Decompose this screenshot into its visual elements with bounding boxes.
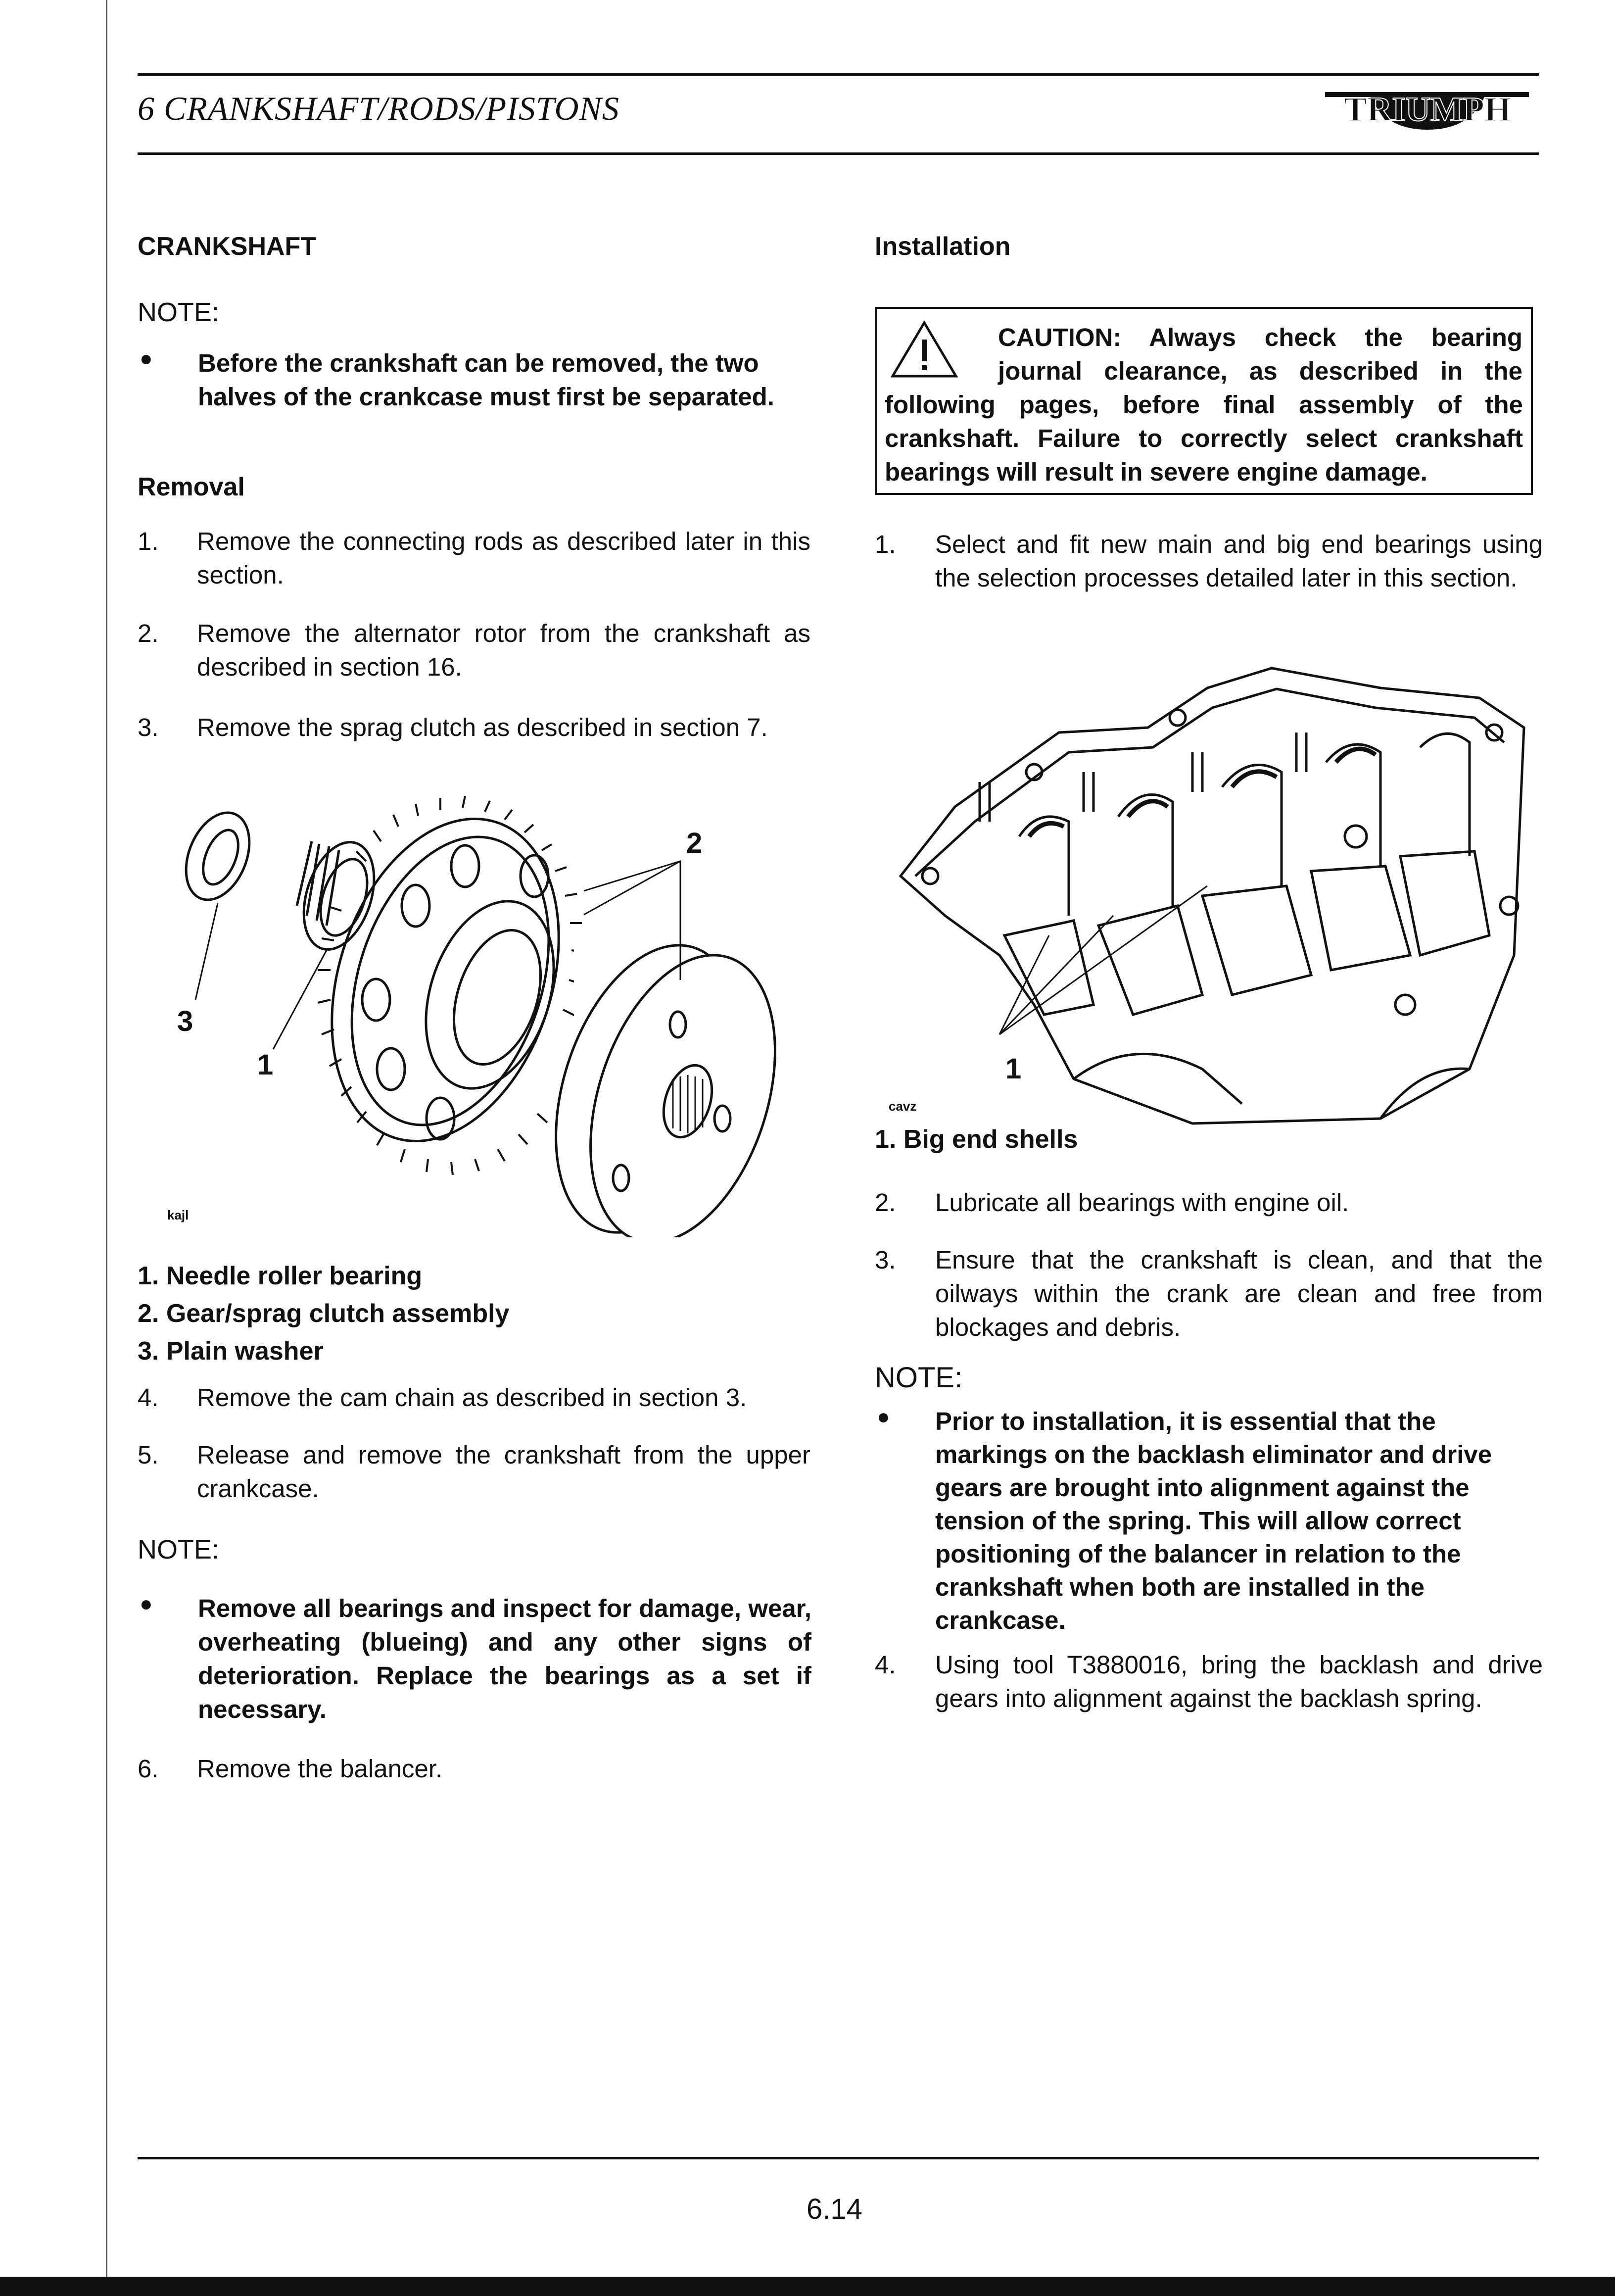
installation-heading: Installation	[875, 232, 1011, 261]
note-text: Remove all bearings and inspect for damage, wear, overheating (blueing) and any other signs of deterioration. Replace the bearings as a set if necessary.	[198, 1594, 811, 1723]
step-number: 4.	[138, 1383, 159, 1412]
page-number: 6.14	[807, 2193, 862, 2225]
header-top-rule	[138, 73, 1539, 76]
svg-text:TRIUMPH: TRIUMPH	[1343, 91, 1512, 129]
section-heading: CRANKSHAFT	[138, 232, 317, 261]
caution-box	[875, 307, 1533, 495]
bullet-icon: ●	[140, 1592, 153, 1616]
callout-2: 2	[686, 827, 703, 859]
step-text: Lubricate all bearings with engine oil.	[935, 1188, 1349, 1217]
caution-line-2: journal clearance, as described in the	[998, 357, 1522, 385]
header-bottom-rule	[138, 152, 1539, 155]
sprag-clutch-figure	[148, 792, 821, 1237]
step-text: Remove the alternator rotor from the crankshaft as described in section 16.	[197, 619, 810, 681]
crankcase-figure	[886, 658, 1544, 1128]
note-label: NOTE:	[138, 297, 220, 327]
step-number: 1.	[138, 527, 159, 555]
figure-caption: 1. Big end shells	[875, 1125, 1078, 1154]
step-text: Using tool T3880016, bring the backlash and drive gears into alignment against the backlash spring.	[935, 1651, 1543, 1712]
step-text: Remove the connecting rods as described later in this section.	[197, 527, 810, 589]
step-text: Ensure that the crankshaft is clean, and that the oilways within the crank are clean and free from blockages and debris.	[935, 1246, 1543, 1341]
step-text: Release and remove the crankshaft from the upper crankcase.	[197, 1441, 810, 1503]
note-text: Prior to installation, it is essential that the markings on the backlash eliminator and drive gears are brought into alignment against the tension of the spring. This will allow correct positioning of the balancer in relation to the crankshaft when both are installed in the crankcase.	[935, 1407, 1492, 1634]
note-label: NOTE:	[138, 1535, 220, 1564]
callout-3: 3	[177, 1005, 193, 1037]
step-text: Remove the cam chain as described in section 3.	[197, 1383, 747, 1412]
left-binding-line	[106, 0, 107, 2296]
step-number: 2.	[138, 619, 159, 647]
caution-line-5: bearings will result in severe engine damage.	[885, 458, 1427, 486]
caution-line-1: CAUTION: Always check the bearing	[998, 323, 1522, 351]
note-label: NOTE:	[875, 1362, 963, 1394]
step-text: Remove the sprag clutch as described in section 7.	[197, 713, 768, 741]
figure-caption-1: 1. Needle roller bearing	[138, 1262, 423, 1290]
footer-rule	[138, 2157, 1539, 2159]
bottom-border	[0, 2277, 1615, 2296]
warning-triangle-icon	[890, 320, 959, 379]
step-text: Select and fit new main and big end bearings using the selection processes detailed later in this section.	[935, 530, 1543, 592]
callout-1: 1	[257, 1049, 274, 1081]
triumph-logo	[1321, 82, 1534, 134]
figure-code: cavz	[889, 1099, 917, 1114]
callout-1: 1	[1005, 1053, 1022, 1085]
page-title: 6 CRANKSHAFT/RODS/PISTONS	[138, 90, 619, 127]
note-text: Before the crankshaft can be removed, the two halves of the crankcase must first be separated.	[198, 349, 774, 411]
caution-line-3: following pages, before final assembly of the	[885, 391, 1523, 419]
step-text: Remove the balancer.	[197, 1755, 443, 1783]
figure-caption-2: 2. Gear/sprag clutch assembly	[138, 1299, 510, 1328]
removal-heading: Removal	[138, 473, 245, 501]
figure-caption-3: 3. Plain washer	[138, 1337, 324, 1366]
step-number: 1.	[875, 530, 896, 558]
step-number: 3.	[875, 1246, 896, 1274]
step-number: 6.	[138, 1755, 159, 1783]
bullet-icon: ●	[877, 1405, 890, 1429]
bullet-icon: ●	[140, 346, 153, 371]
step-number: 2.	[875, 1188, 896, 1217]
step-number: 4.	[875, 1651, 896, 1679]
caution-line-4: crankshaft. Failure to correctly select crankshaft	[885, 424, 1523, 452]
step-number: 3.	[138, 713, 159, 741]
figure-code: kajl	[167, 1208, 189, 1222]
step-number: 5.	[138, 1441, 159, 1469]
